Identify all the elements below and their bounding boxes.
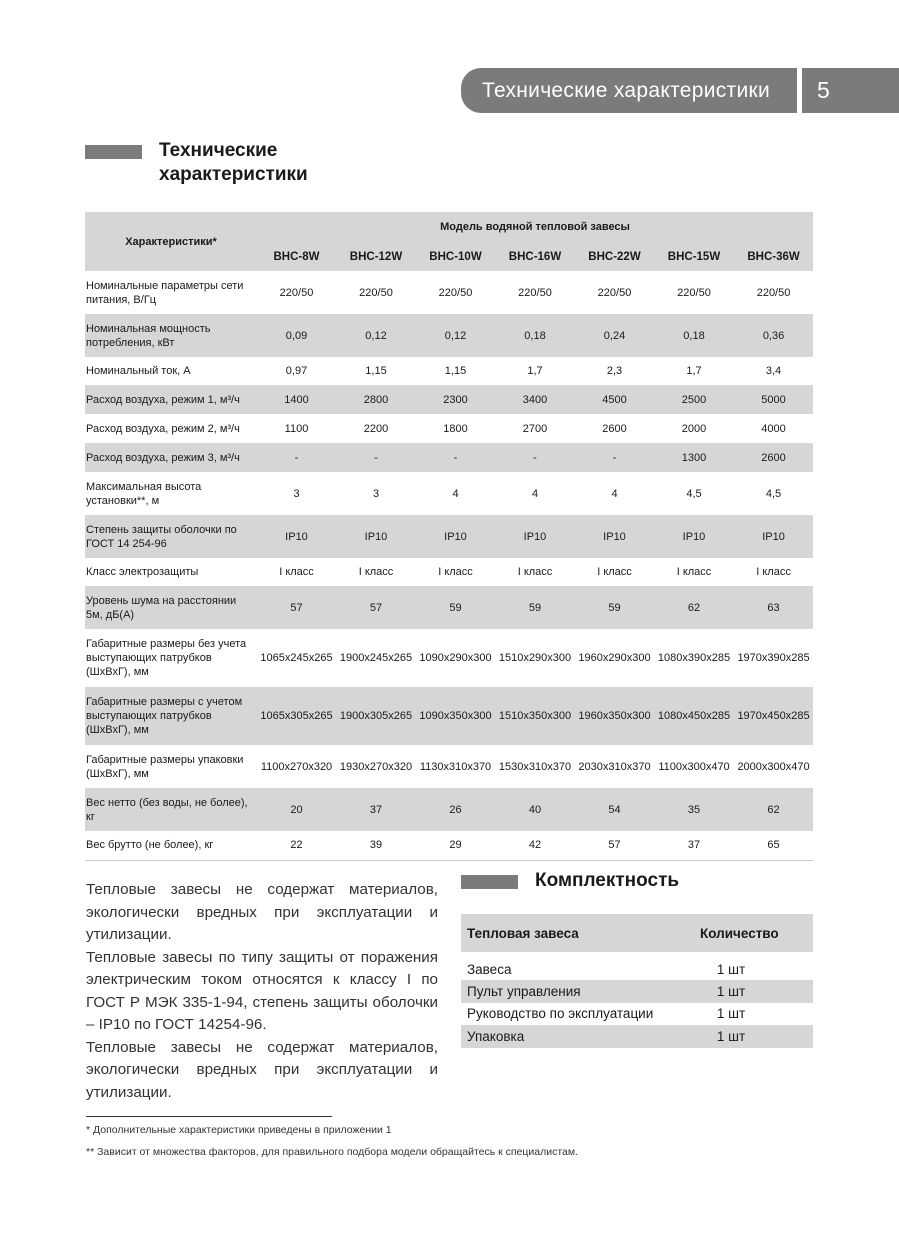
model-header: ВНС-8W — [273, 250, 320, 263]
table-cell: - — [257, 443, 336, 472]
table-cell: 57 — [336, 586, 416, 629]
footnote-divider — [86, 1116, 332, 1117]
row-label: Класс электрозащиты — [86, 566, 199, 578]
table-row — [85, 443, 813, 472]
table-cell: 65 — [734, 831, 813, 860]
table-cell: 4 — [531, 487, 539, 500]
table-header-row — [85, 212, 813, 242]
table-cell: 59 — [575, 586, 654, 629]
table-cell: IP10 — [257, 515, 336, 558]
kit-row — [461, 952, 813, 980]
table-cell: 1090x350x300 — [416, 687, 495, 745]
table-cell: 2,3 — [606, 365, 623, 377]
kit-qty-header: Количество — [700, 914, 813, 952]
table-cell: 59 — [495, 586, 575, 629]
footnote-2: ** Зависит от множества факторов, для правильного подбора модели обращайтесь к специалистам. — [86, 1146, 579, 1158]
footnote-1: * Дополнительные характеристики приведены в приложении 1 — [86, 1124, 392, 1136]
kit-qty: 1 шт — [716, 1028, 746, 1044]
kit-row — [461, 1003, 813, 1026]
table-cell: 57 — [575, 831, 654, 860]
table-row — [85, 745, 813, 788]
table-cell: I класс — [676, 566, 712, 578]
table-cell: 220/50 — [677, 286, 711, 299]
table-cell: 22 — [257, 831, 336, 860]
model-header: ВНС-16W — [508, 250, 562, 263]
table-cell: 1510x290x300 — [498, 652, 572, 664]
table-cell: 1960x350x300 — [575, 687, 654, 745]
table-cell: 62 — [654, 586, 734, 629]
table-cell: 1,7 — [686, 365, 702, 377]
table-cell: 39 — [336, 831, 416, 860]
section-marker-bar — [85, 145, 142, 159]
table-cell: 2600 — [602, 422, 627, 435]
kit-header-row — [461, 914, 813, 952]
table-cell: 1,15 — [365, 365, 387, 377]
table-cell: 0,09 — [257, 314, 336, 357]
table-row — [85, 831, 813, 860]
table-cell: 2600 — [734, 443, 813, 472]
kit-item: Руководство по эксплуатации — [467, 1006, 654, 1022]
row-label: Габаритные размеры упаковки (ШхВхГ), мм — [86, 753, 244, 780]
characteristics-header: Характеристики* — [125, 235, 217, 248]
table-cell: IP10 — [734, 515, 813, 558]
row-label: Расход воздуха, режим 1, м³/ч — [85, 385, 257, 414]
specs-table — [85, 212, 813, 861]
table-cell: 2700 — [522, 422, 548, 435]
table-cell: 4500 — [575, 385, 654, 414]
table-cell: 2030x310x370 — [578, 760, 651, 773]
row-label: Максимальная высота установки**, м — [86, 480, 202, 507]
page-header — [461, 68, 899, 113]
table-cell: 220/50 — [438, 286, 473, 299]
table-cell: 220/50 — [756, 286, 791, 299]
table-cell: 1090x290x300 — [419, 652, 492, 664]
table-cell: 4,5 — [765, 487, 782, 500]
table-row — [85, 385, 813, 414]
row-label: Номинальный ток, А — [86, 365, 191, 377]
table-cell: 2000 — [681, 422, 707, 435]
kit-row — [461, 1025, 813, 1048]
model-header: ВНС-22W — [588, 250, 641, 263]
table-row — [85, 472, 813, 515]
kit-qty: 1 шт — [716, 961, 746, 977]
table-cell: 0,18 — [495, 314, 575, 357]
table-cell: 1080x390x285 — [657, 652, 731, 664]
table-cell: 1970x450x285 — [734, 687, 813, 745]
table-cell: 0,18 — [654, 314, 734, 357]
table-cell: 4 — [611, 487, 618, 500]
table-cell: 4000 — [761, 422, 786, 435]
section-title-line1: Технические — [159, 140, 278, 161]
table-cell: 1,7 — [527, 365, 543, 377]
table-row — [85, 414, 813, 443]
header-title: Технические характеристики — [482, 79, 771, 102]
table-cell: 1080x450x285 — [654, 687, 734, 745]
table-cell: 1960x290x300 — [578, 652, 651, 664]
table-cell: 37 — [336, 788, 416, 831]
table-cell: 1100 — [284, 422, 309, 435]
section-title-kit: Комплектность — [535, 870, 680, 891]
model-header: ВНС-12W — [349, 250, 403, 263]
table-cell: 0,24 — [575, 314, 654, 357]
table-cell: 29 — [416, 831, 495, 860]
table-cell: IP10 — [575, 515, 654, 558]
table-cell: IP10 — [336, 515, 416, 558]
table-cell: 62 — [734, 788, 813, 831]
table-cell: IP10 — [416, 515, 495, 558]
table-cell: IP10 — [495, 515, 575, 558]
table-cell: 220/50 — [359, 286, 393, 299]
table-cell: 1900x305x265 — [336, 687, 416, 745]
table-cell: I класс — [438, 566, 473, 578]
row-label: Расход воздуха, режим 3, м³/ч — [85, 443, 257, 472]
table-cell: 5000 — [734, 385, 813, 414]
table-cell: I класс — [279, 566, 314, 578]
table-cell: 1130x310x370 — [419, 760, 492, 773]
table-cell: 57 — [257, 586, 336, 629]
table-cell: I класс — [756, 566, 791, 578]
table-row — [85, 629, 813, 687]
row-label: Степень защиты оболочки по ГОСТ 14 254-96 — [85, 515, 257, 558]
table-cell: IP10 — [654, 515, 734, 558]
table-cell: 1800 — [443, 422, 468, 435]
table-cell: I класс — [358, 566, 394, 578]
table-cell: 4,5 — [686, 487, 702, 500]
body-text — [86, 879, 438, 1104]
page-number: 5 — [817, 77, 830, 103]
table-cell: 220/50 — [597, 286, 632, 299]
table-cell: 40 — [495, 788, 575, 831]
table-cell: 0,12 — [416, 314, 495, 357]
table-row — [85, 558, 813, 586]
row-label: Уровень шума на расстоянии 5м, дБ(А) — [85, 586, 257, 629]
table-cell: 1,15 — [444, 365, 467, 377]
table-cell: 3,4 — [765, 365, 782, 377]
table-cell: 220/50 — [518, 286, 552, 299]
table-cell: 42 — [495, 831, 575, 860]
table-cell: 1530x310x370 — [498, 760, 572, 773]
body-paragraph: Тепловые завесы не содержат материалов, экологически вредных при эксплуатации и утилизации. — [86, 1038, 438, 1101]
table-cell: 2000x300x470 — [737, 760, 810, 773]
model-header: ВНС-15W — [667, 250, 721, 263]
model-header: ВНС-36W — [747, 250, 800, 263]
kit-item: Пульт управления — [461, 980, 700, 1003]
table-row — [85, 357, 813, 385]
table-cell: - — [575, 443, 654, 472]
table-cell: 2200 — [363, 422, 389, 435]
kit-item: Упаковка — [461, 1025, 700, 1048]
table-cell: 2800 — [336, 385, 416, 414]
table-cell: 1510x350x300 — [495, 687, 575, 745]
table-cell: 1300 — [654, 443, 734, 472]
table-cell: 220/50 — [279, 286, 314, 299]
kit-row — [461, 980, 813, 1003]
body-paragraph: Тепловые завесы по типу защиты от поражения электрическим током относятся к классу I по ГОСТ Р МЭК 335-1-94, степень защиты оболочки – IP10 по ГОСТ 14254-96. — [86, 948, 438, 1033]
kit-qty: 1 шт — [716, 1006, 746, 1022]
table-cell: I класс — [517, 566, 553, 578]
section-title-line2: характеристики — [159, 164, 308, 185]
table-cell: 3 — [293, 487, 300, 500]
kit-item-header: Тепловая завеса — [461, 914, 700, 952]
kit-qty: 1 шт — [716, 983, 746, 999]
kit-table — [461, 914, 813, 1048]
table-cell: - — [336, 443, 416, 472]
table-cell: 0,97 — [285, 365, 308, 377]
row-label: Номинальные параметры сети питания, В/Гц — [86, 279, 244, 306]
row-label: Габаритные размеры без учета выступающих патрубков (ШхВхГ), мм — [86, 638, 247, 678]
row-label: Расход воздуха, режим 2, м³/ч — [86, 422, 240, 435]
row-label: Вес нетто (без воды, не более), кг — [85, 788, 257, 831]
table-cell: 1100x270x320 — [260, 760, 333, 773]
row-label: Вес брутто (не более), кг — [85, 831, 257, 860]
table-row — [85, 788, 813, 831]
table-cell: 3400 — [495, 385, 575, 414]
table-cell: - — [416, 443, 495, 472]
table-cell: 59 — [416, 586, 495, 629]
model-group-header: Модель водяной тепловой завесы — [440, 221, 630, 233]
specs-table-body — [85, 271, 813, 860]
table-cell: - — [495, 443, 575, 472]
table-cell: 0,36 — [734, 314, 813, 357]
table-cell: 2500 — [654, 385, 734, 414]
table-cell: I класс — [597, 566, 632, 578]
table-cell: 1100x300x470 — [658, 760, 730, 773]
table-row — [85, 515, 813, 558]
section-title-specs — [159, 139, 308, 187]
body-paragraph: Тепловые завесы не содержат материалов, экологически вредных при эксплуатации и утилизации. — [86, 881, 438, 943]
table-cell: 0,12 — [336, 314, 416, 357]
table-cell: 20 — [257, 788, 336, 831]
table-cell: 1400 — [257, 385, 336, 414]
table-cell: 1065x305x265 — [257, 687, 336, 745]
table-cell: 26 — [416, 788, 495, 831]
section-marker-bar — [461, 875, 518, 889]
table-cell: 3 — [372, 487, 380, 500]
table-cell: 1065x245x265 — [260, 652, 333, 664]
table-cell: 1970x390x285 — [737, 652, 810, 664]
table-cell: 54 — [575, 788, 654, 831]
table-row — [85, 586, 813, 629]
table-row — [85, 687, 813, 745]
table-cell: 63 — [734, 586, 813, 629]
table-cell: 4 — [452, 487, 459, 500]
table-cell: 1930x270x320 — [339, 760, 413, 773]
table-row — [85, 314, 813, 357]
kit-item: Завеса — [467, 961, 512, 977]
table-cell: 37 — [654, 831, 734, 860]
row-label: Номинальная мощность потребления, кВт — [85, 314, 257, 357]
table-cell: 35 — [654, 788, 734, 831]
table-row — [85, 271, 813, 314]
row-label: Габаритные размеры с учетом выступающих патрубков (ШхВхГ), мм — [85, 687, 257, 745]
table-cell: 2300 — [416, 385, 495, 414]
table-cell: 1900x245x265 — [339, 652, 413, 664]
model-header: ВНС-10W — [429, 250, 482, 263]
